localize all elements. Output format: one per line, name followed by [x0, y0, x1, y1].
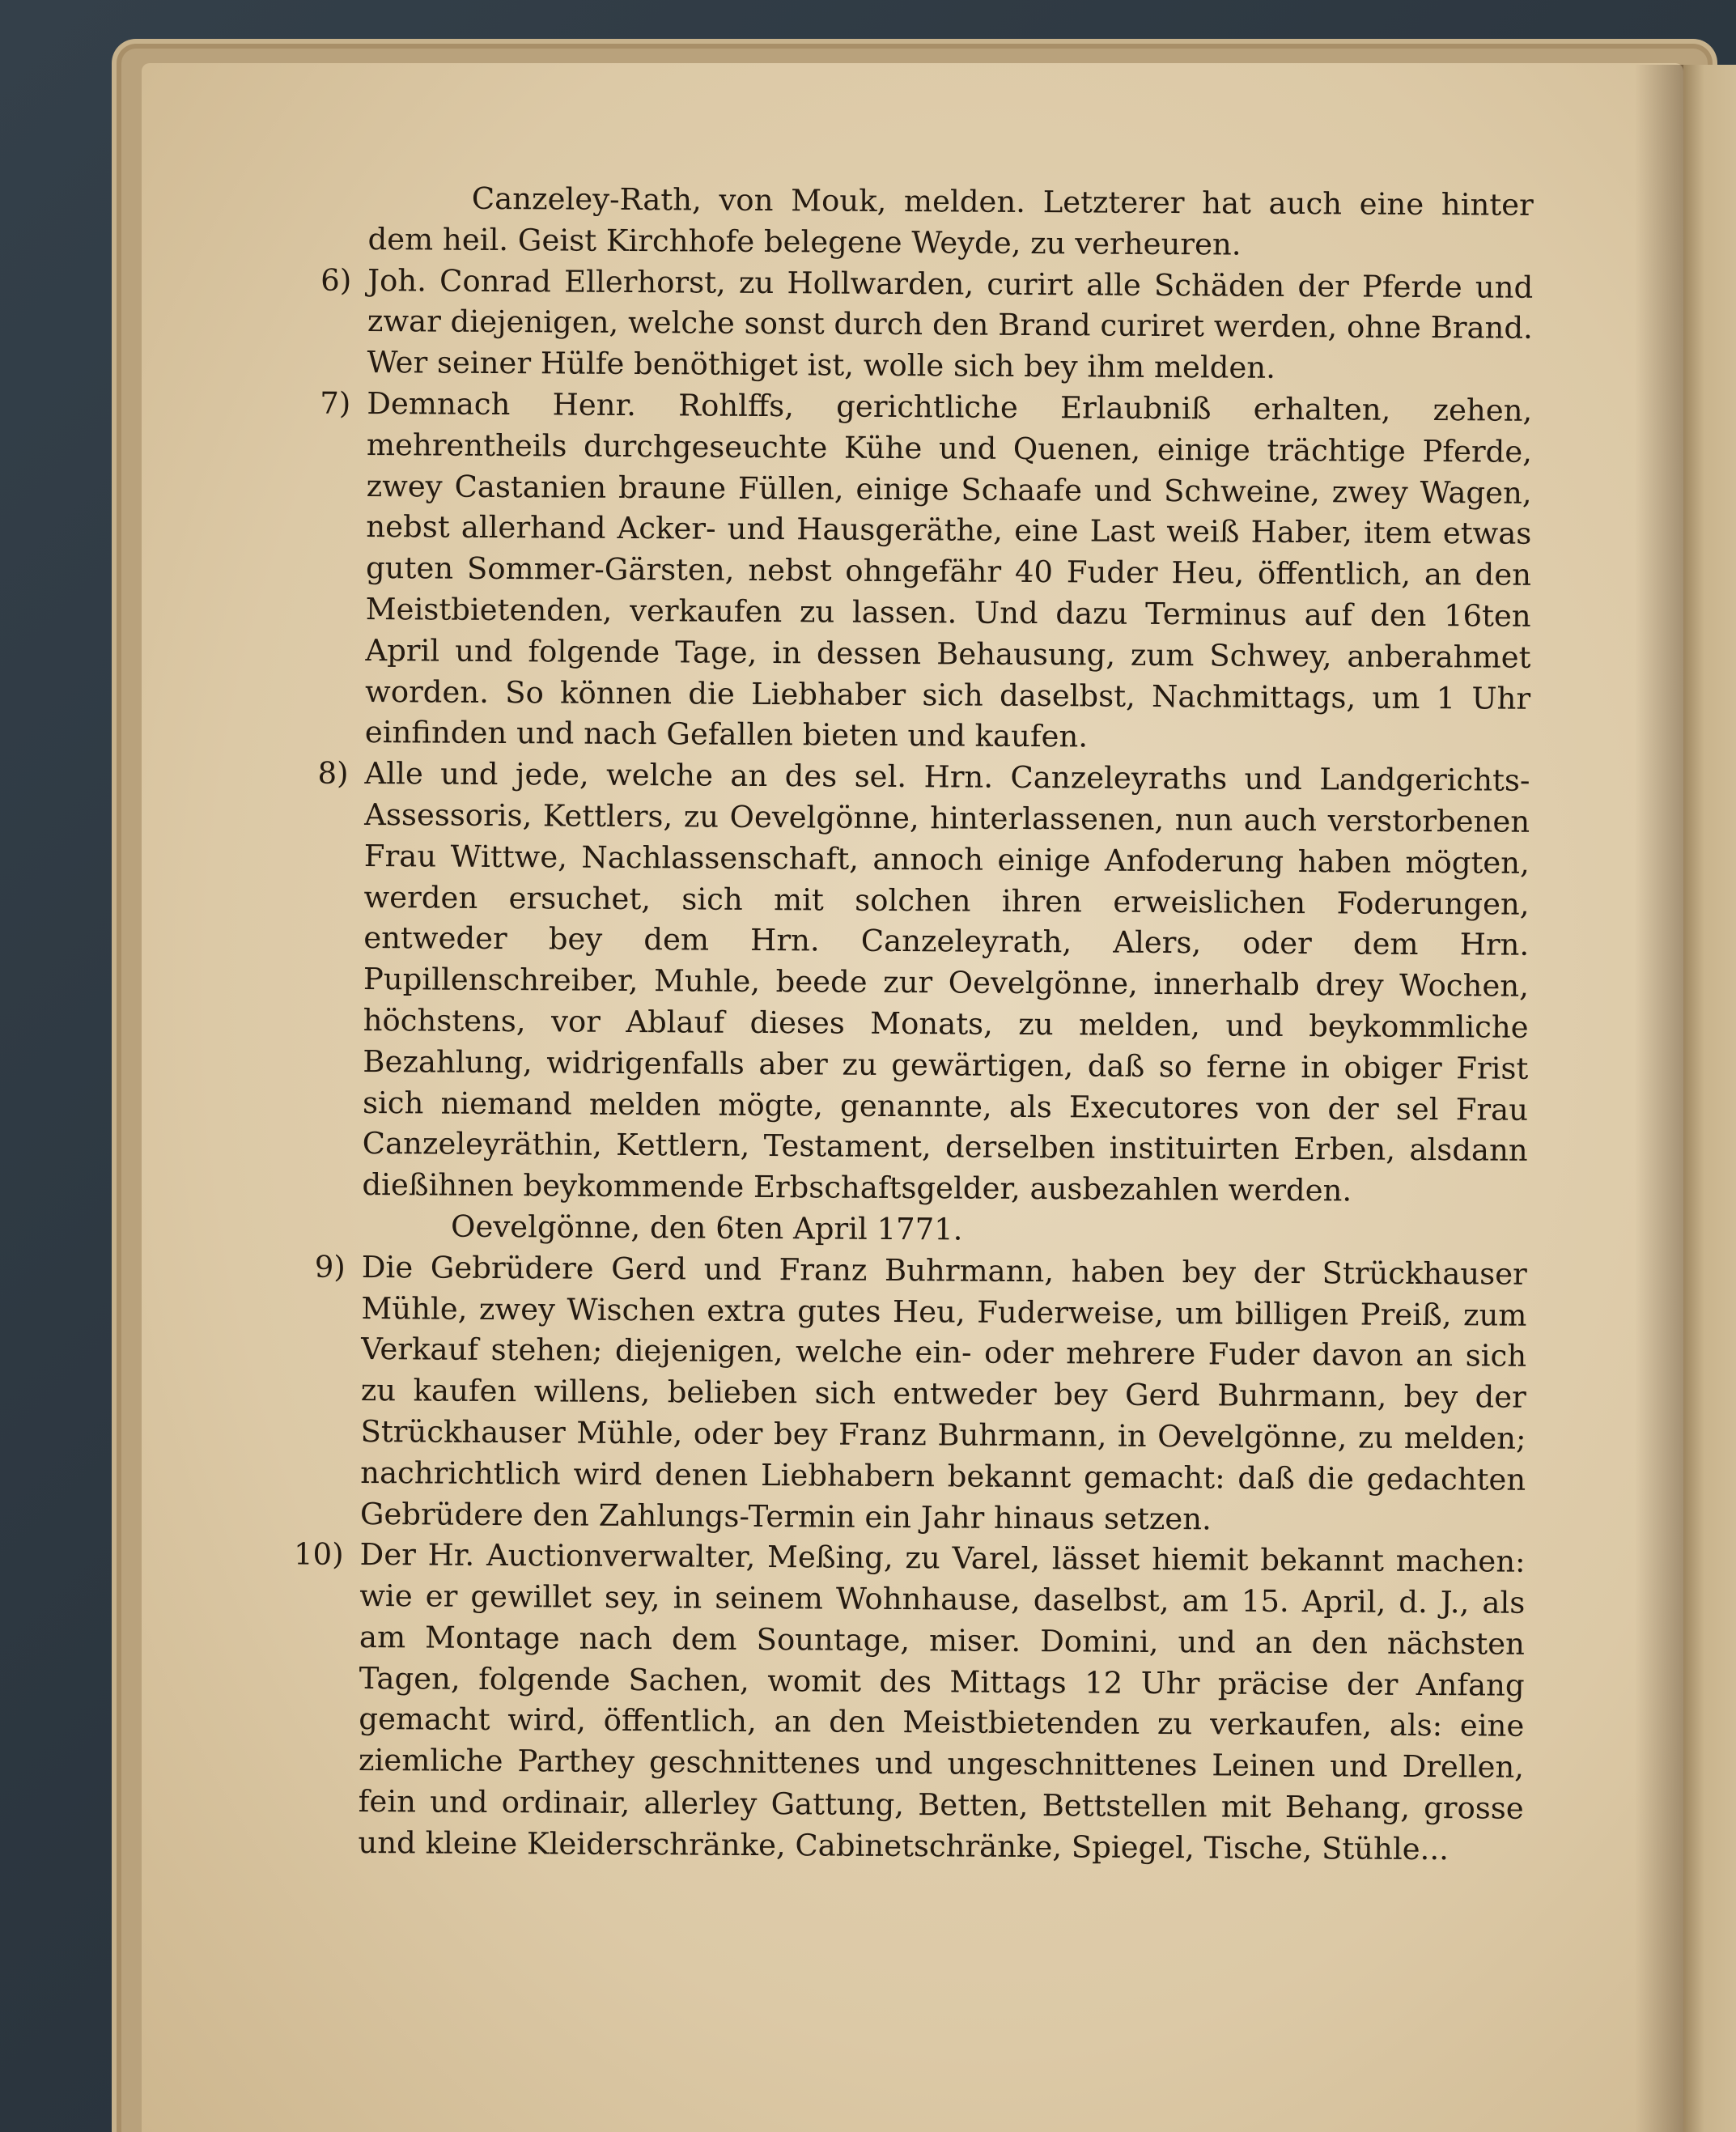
- entry-text: Joh. Conrad Ellerhorst, zu Hollwarden, curirt alle Schäden der Pferde und zwar diejenigen, welche sonst durch den Brand curiret werden, ohne Brand. Wer seiner Hülfe benöthiget ist, wolle sich bey ihm melden.: [367, 262, 1534, 386]
- dateline: Oevelgönne, den 6ten April 1771.: [450, 1208, 963, 1247]
- notice-entry-8: [317, 754, 1530, 1254]
- entry-number: 8): [317, 755, 349, 792]
- entry-text: Der Hr. Auctionverwalter, Meßing, zu Varel, lässet hiemit bekannt machen: wie er gewillet sey, in seinem Wohnhause, daselbst, am 15. April, d. J., als am Montage nach dem Sountage, miser. Domini, und an den nächsten Tagen, folgende Sachen, womit des Mittags 12 Uhr präcise der Anfang gemacht wird, öffentlich, an den Meistbietenden zu verkaufen, als: eine ziemliche Parthey geschnittenes und ungeschnittenes Leinen und Drellen, fein und ordinair, allerley Gattung, Betten, Bettstellen mit Behang, grosse und kleine Kleiderschränke, Cabinetschränke, Spiegel, Tische, Stühle...: [358, 1537, 1526, 1867]
- facing-page-edge: [1675, 65, 1736, 2132]
- entry-number: 7): [320, 385, 351, 421]
- continued-paragraph: Canzeley-Rath, von Mouk, melden. Letzterer hat auch eine hinter dem heil. Geist Kirchhofe belegene Weyde, zu verheuren.: [367, 180, 1534, 262]
- entry-number: 9): [314, 1249, 346, 1285]
- entry-number: 10): [293, 1536, 344, 1573]
- entry-text: Demnach Henr. Rohlffs, gerichtliche Erlaubniß erhalten, zehen, mehrentheils durchgeseuchte Kühe und Quenen, einige trächtige Pferde, zwey Castanien braune Füllen, einige Schaafe und Schweine, zwey Wagen, nebst allerhand Acker- und Hausgeräthe, eine Last weiß Haber, item etwas guten Sommer-Gärsten, nebst ohngefähr 40 Fuder Heu, öffentlich, an den Meistbietenden, verkaufen zu lassen. Und dazu Terminus auf den 16ten April und folgende Tage, in dessen Behausung, zum Schwey, anberahmet worden. So können die Liebhaber sich daselbst, Nachmittags, um 1 Uhr einfinden und nach Gefallen bieten und kaufen.: [364, 385, 1533, 754]
- page-text-block: [293, 178, 1534, 1871]
- entry-text: Die Gebrüdere Gerd und Franz Buhrmann, haben bey der Strückhauser Mühle, zwey Wischen extra gutes Heu, Fuderweise, um billigen Preiß, zum Verkauf stehen; diejenigen, welche ein- oder mehrere Fuder davon an sich zu kaufen willens, belieben sich entweder bey Gerd Buhrmann, bey der Strückhauser Mühle, oder bey Franz Buhrmann, in Oevelgönne, zu melden; nachrichtlich wird denen Liebhabern bekannt gemacht: daß die gedachten Gebrüdere den Zahlungs-Termin ein Jahr hinaus setzen.: [359, 1249, 1527, 1536]
- notice-entry-6: [320, 261, 1534, 391]
- notice-entry-7: [320, 384, 1533, 761]
- gutter-shadow: [1635, 65, 1683, 2132]
- notice-entry-9: [314, 1247, 1527, 1542]
- entry-text: Alle und jede, welche an des sel. Hrn. Canzeleyraths und Landgerichts-Assessoris, Kettlers, zu Oevelgönne, hinterlassenen, nun auch verstorbenen Frau Wittwe, Nachlassenschaft, annoch einige Anfoderung haben mögten, werden ersuchet, sich mit solchen ihren erweislichen Foderungen, entweder bey dem Hrn. Canzeleyrath, Alers, oder dem Hrn. Pupillenschreiber, Muhle, beede zur Oevelgönne, innerhalb drey Wochen, höchstens, vor Ablauf dieses Monats, zu melden, und beykommliche Bezahlung, widrigenfalls aber zu gewärtigen, daß so ferne in obiger Frist sich niemand melden mögte, genannte, als Executores von der sel Frau Canzeleyräthin, Kettlern, Testament, derselben instituirten Erben, alsdann dießihnen beykommende Erbschaftsgelder, ausbezahlen werden.: [362, 756, 1530, 1208]
- entry-number: 6): [320, 262, 352, 298]
- notice-entry-10: [293, 1535, 1526, 1871]
